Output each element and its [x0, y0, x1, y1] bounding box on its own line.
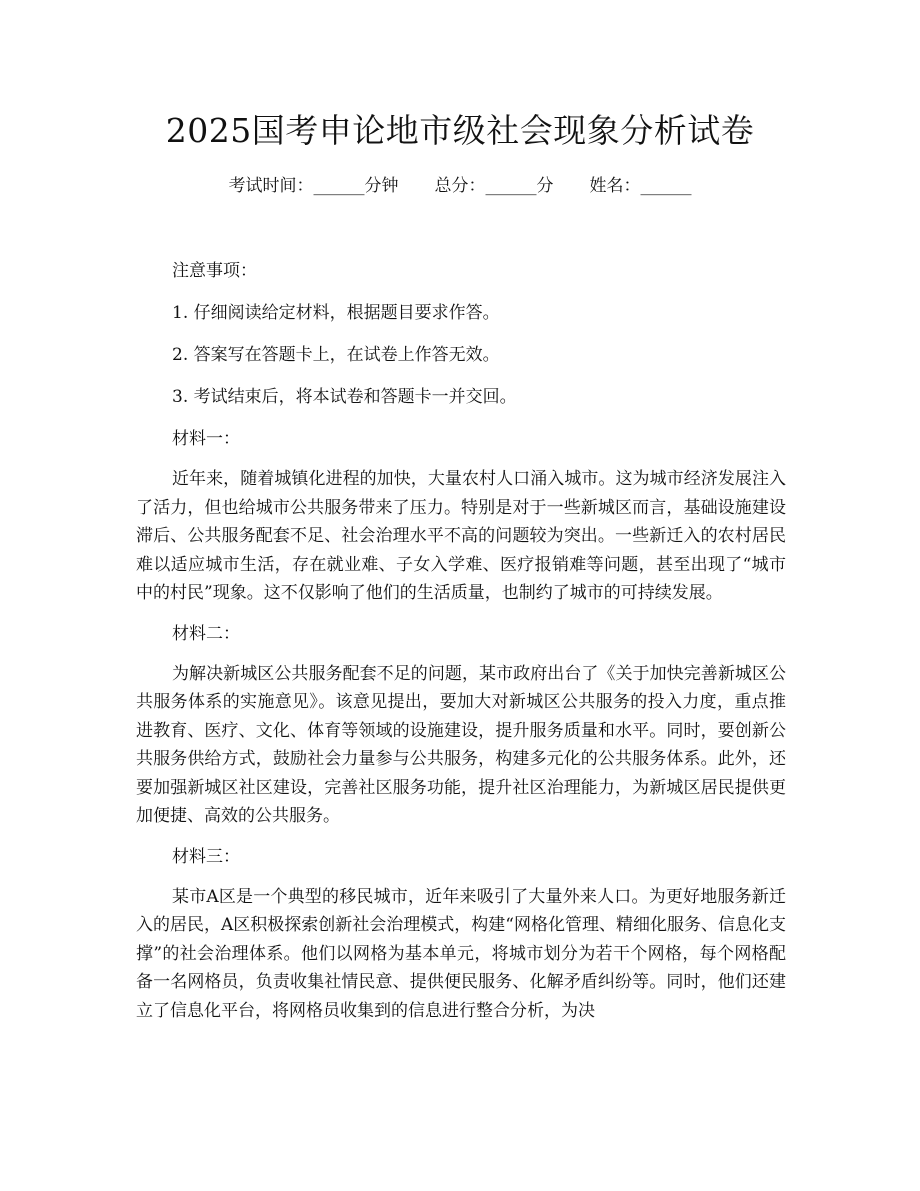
total-score-field: 总分：______分 — [434, 176, 554, 196]
material-2-text: 为解决新城区公共服务配套不足的问题，某市政府出台了《关于加快完善新城区公共服务体系的实施意见》。该意见提出，要加大对新城区公共服务的投入力度，重点推进教育、医疗、文化、体育等领域的设施建设，提升服务质量和水平。同时，要创新公共服务供给方式，鼓励社会力量参与公共服务，构建多元化的公共服务体系。此外，还要加强新城区社区建设，完善社区服务功能，提升社区治理能力，为新城区居民提供更加便捷、高效的公共服务。 — [136, 663, 786, 826]
exam-meta-line — [0, 172, 920, 200]
material-3-text: 某市A区是一个典型的移民城市，近年来吸引了大量外来人口。为更好地服务新迁入的居民，A区积极探索创新社会治理模式，构建“网格化管理、精细化服务、信息化支撑”的社会治理体系。他们以网格为基本单元，将城市划分为若干个网格，每个网格配备一名网格员，负责收集社情民意、提供便民服务、化解矛盾纠纷等。同时，他们还建立了信息化平台，将网格员收集到的信息进行整合分析，为决 — [136, 886, 786, 1021]
material-2-heading: 材料二： — [172, 623, 240, 644]
material-1-text: 近年来，随着城镇化进程的加快，大量农村人口涌入城市。这为城市经济发展注入了活力，但也给城市公共服务带来了压力。特别是对于一些新城区而言，基础设施建设滞后、公共服务配套不足、社会治理水平不高的问题较为突出。一些新迁入的农村居民难以适应城市生活，存在就业难、子女入学难、医疗报销难等问题，甚至出现了“城市中的村民”现象。这不仅影响了他们的生活质量，也制约了城市的可持续发展。 — [136, 469, 786, 603]
notice-heading: 注意事项： — [172, 261, 257, 281]
notice-item-1: 1. 仔细阅读给定材料，根据题目要求作答。 — [172, 303, 500, 323]
material-3-heading: 材料三： — [172, 846, 240, 867]
material-1-heading: 材料一： — [172, 429, 240, 449]
notice-item-3: 3. 考试结束后，将本试卷和答题卡一并交回。 — [172, 387, 517, 407]
exam-title: 2025国考申论地市级社会现象分析试卷 — [165, 111, 755, 150]
exam-body — [136, 250, 786, 1030]
notice-item-2: 2. 答案写在答题卡上，在试卷上作答无效。 — [172, 345, 500, 365]
name-field: 姓名：______ — [589, 176, 692, 196]
exam-time-field: 考试时间：______分钟 — [228, 176, 399, 196]
